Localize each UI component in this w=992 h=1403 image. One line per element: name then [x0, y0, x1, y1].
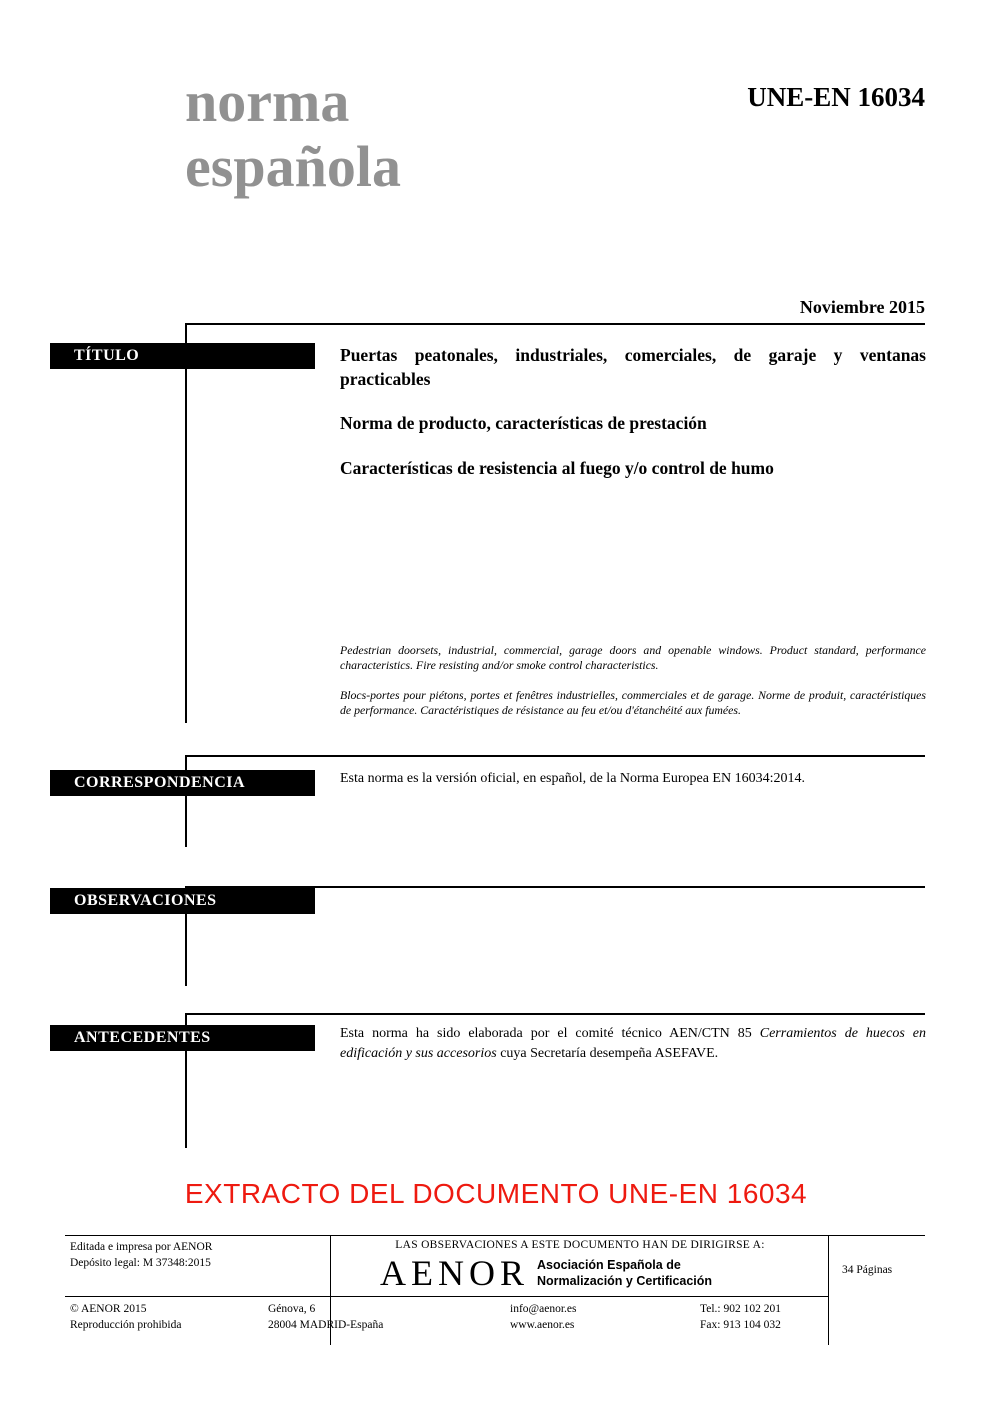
title-paragraph-2: Norma de producto, características de prestación — [340, 413, 707, 434]
antecedentes-text-part1: Esta norma ha sido elaborada por el comité técnico AEN/CTN 85 — [340, 1026, 760, 1041]
footer-divider-right — [828, 1235, 829, 1345]
aenor-description — [537, 1258, 712, 1289]
antecedentes-label: ANTECEDENTES — [74, 1029, 211, 1046]
extract-banner: EXTRACTO DEL DOCUMENTO UNE-EN 16034 — [184, 1178, 808, 1209]
correspondencia-label-bar — [50, 770, 315, 796]
footer-address-line1: Génova, 6 — [268, 1303, 316, 1315]
antecedentes-text-part2: cuya Secretaría desempeña ASEFAVE. — [496, 1046, 719, 1062]
correspondencia-top-rule — [185, 755, 925, 757]
document-code: UNE-EN 16034 — [747, 82, 925, 112]
footer-top-rule — [65, 1235, 925, 1236]
footer-copyright — [70, 1302, 181, 1333]
aenor-logo: AENOR — [380, 1253, 529, 1293]
correspondencia-vertical-rule — [185, 755, 187, 847]
title-french: Blocs-portes pour piétons, portes et fenêtres industrielles, commerciales et de garage. Norme de produit, caractéristiques de performance. Caractéristiques de résistance au feu et/ou d'étanchéité aux fumées. — [340, 687, 926, 717]
footer-observations-heading: LAS OBSERVACIONES A ESTE DOCUMENTO HAN DE DIRIGIRSE A: — [395, 1239, 765, 1251]
titulo-top-rule — [185, 323, 925, 325]
title-block — [340, 344, 926, 502]
logo-line2: española — [185, 133, 401, 199]
aenor-description-line1: Asociación Española de — [537, 1258, 681, 1272]
footer-phone — [700, 1302, 781, 1333]
footer-publisher-line1: Editada e impresa por AENOR — [70, 1241, 213, 1253]
correspondencia-text: Esta norma es la versión oficial, en español, de la Norma Europea EN 16034:2014. — [340, 771, 805, 786]
title-paragraph-3: Características de resistencia al fuego y/o control de humo — [340, 457, 774, 478]
footer-middle-rule — [65, 1296, 828, 1297]
observaciones-label: OBSERVACIONES — [74, 892, 217, 909]
titulo-label: TÍTULO — [74, 347, 140, 364]
antecedentes-top-rule — [185, 1013, 925, 1015]
footer-copyright-line2: Reproducción prohibida — [70, 1318, 182, 1331]
titulo-label-bar — [50, 343, 315, 369]
footer-email: info@aenor.es — [510, 1303, 577, 1315]
footer-legal-deposit: Depósito legal: M 37348:2015 — [70, 1256, 211, 1269]
footer-telephone: Tel.: 902 102 201 — [700, 1303, 781, 1315]
footer-website: www.aenor.es — [510, 1318, 575, 1331]
observaciones-label-bar — [50, 888, 315, 914]
footer-fax: Fax: 913 104 032 — [700, 1318, 781, 1331]
antecedentes-committee-name: Cerramientos de huecos en edificación y sus accesorios — [340, 1026, 926, 1062]
aenor-description-line2: Normalización y Certificación — [537, 1273, 713, 1288]
footer-copyright-line1: © AENOR 2015 — [70, 1303, 147, 1315]
antecedentes-label-bar — [50, 1025, 315, 1051]
titulo-vertical-rule — [185, 323, 187, 723]
footer-address — [268, 1302, 383, 1333]
antecedentes-text — [340, 1024, 926, 1065]
correspondencia-label: CORRESPONDENCIA — [74, 774, 246, 791]
footer-address-line2: 28004 MADRID-España — [268, 1318, 384, 1331]
page-count: 34 Páginas — [842, 1264, 893, 1276]
footer-publisher — [70, 1240, 212, 1271]
logo-line1: norma — [185, 69, 350, 134]
norma-espanola-logo — [185, 70, 401, 200]
footer-contact-web — [510, 1302, 576, 1333]
publication-date: Noviembre 2015 — [799, 297, 925, 317]
translations-block — [340, 643, 926, 732]
title-paragraph-1: Puertas peatonales, industriales, comerciales, de garaje y ventanas practicables — [340, 345, 926, 389]
title-english: Pedestrian doorsets, industrial, commercial, garage doors and openable windows. Product standard, performance characteristics. Fire resisting and/or smoke control characteristics. — [340, 643, 926, 673]
